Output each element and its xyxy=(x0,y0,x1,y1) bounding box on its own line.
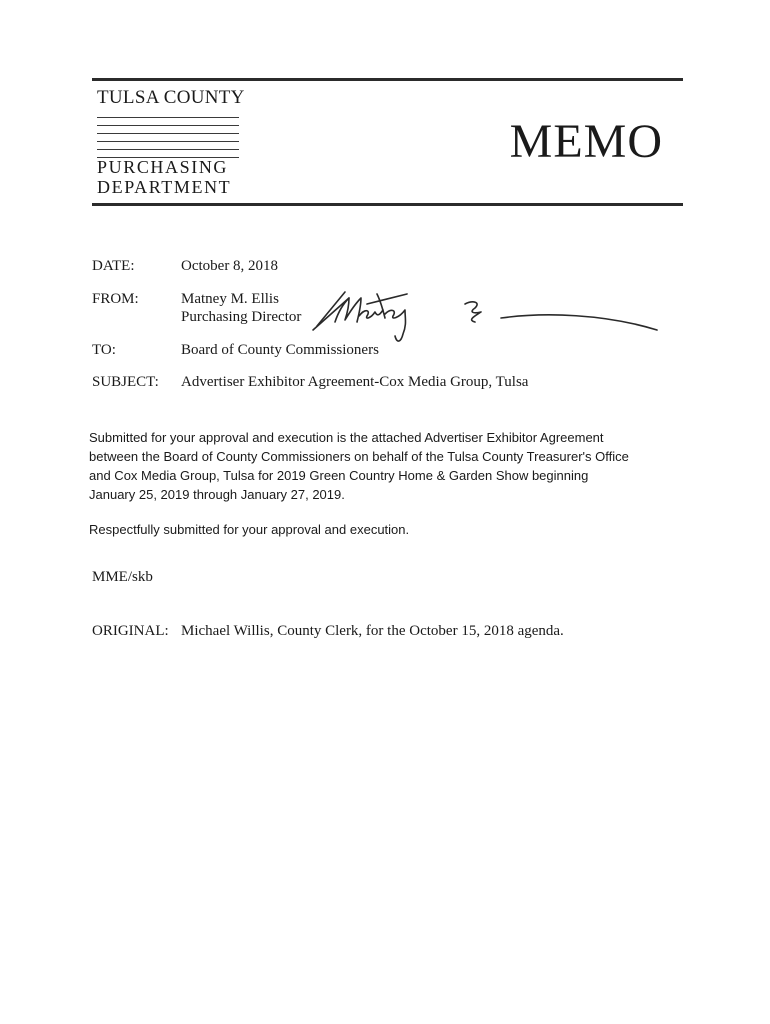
memo-title: MEMO xyxy=(509,115,663,168)
department-line-1: PURCHASING xyxy=(97,157,229,177)
original-value: Michael Willis, County Clerk, for the October 15, 2018 agenda. xyxy=(181,623,564,639)
from-label: FROM: xyxy=(92,291,139,307)
letterhead-top-rule xyxy=(92,78,683,81)
stripe-line xyxy=(97,117,239,118)
body-line: between the Board of County Commissioners on behalf of the Tulsa County Treasurer's Office xyxy=(89,449,629,464)
body-line: January 25, 2019 through January 27, 2019. xyxy=(89,487,345,502)
subject-value: Advertiser Exhibitor Agreement-Cox Media Group, Tulsa xyxy=(181,374,529,390)
signature-image xyxy=(305,284,665,354)
department-line-2: DEPARTMENT xyxy=(97,177,232,197)
date-value: October 8, 2018 xyxy=(181,258,279,274)
body-paragraph-2 xyxy=(89,520,679,539)
body-paragraph-1 xyxy=(89,428,679,504)
county-name: TULSA COUNTY xyxy=(97,87,245,108)
from-title: Purchasing Director xyxy=(181,309,302,325)
stripe-line xyxy=(97,149,239,150)
subject-label: SUBJECT: xyxy=(92,374,159,390)
to-label: TO: xyxy=(92,342,116,358)
body-line: Submitted for your approval and execution is the attached Advertiser Exhibitor Agreement xyxy=(89,430,604,445)
from-name: Matney M. Ellis xyxy=(181,291,279,307)
letterhead-bottom-rule xyxy=(92,203,683,206)
stripe-line xyxy=(97,141,239,142)
to-value: Board of County Commissioners xyxy=(181,342,379,358)
body-line: Respectfully submitted for your approval and execution. xyxy=(89,522,410,537)
stripe-line xyxy=(97,125,239,126)
original-label: ORIGINAL: xyxy=(92,623,169,639)
stripe-line xyxy=(97,133,239,134)
body-line: and Cox Media Group, Tulsa for 2019 Green Country Home & Garden Show beginning xyxy=(89,468,589,483)
initials: MME/skb xyxy=(92,569,153,585)
letterhead-stripes xyxy=(97,117,239,161)
date-label: DATE: xyxy=(92,258,135,274)
